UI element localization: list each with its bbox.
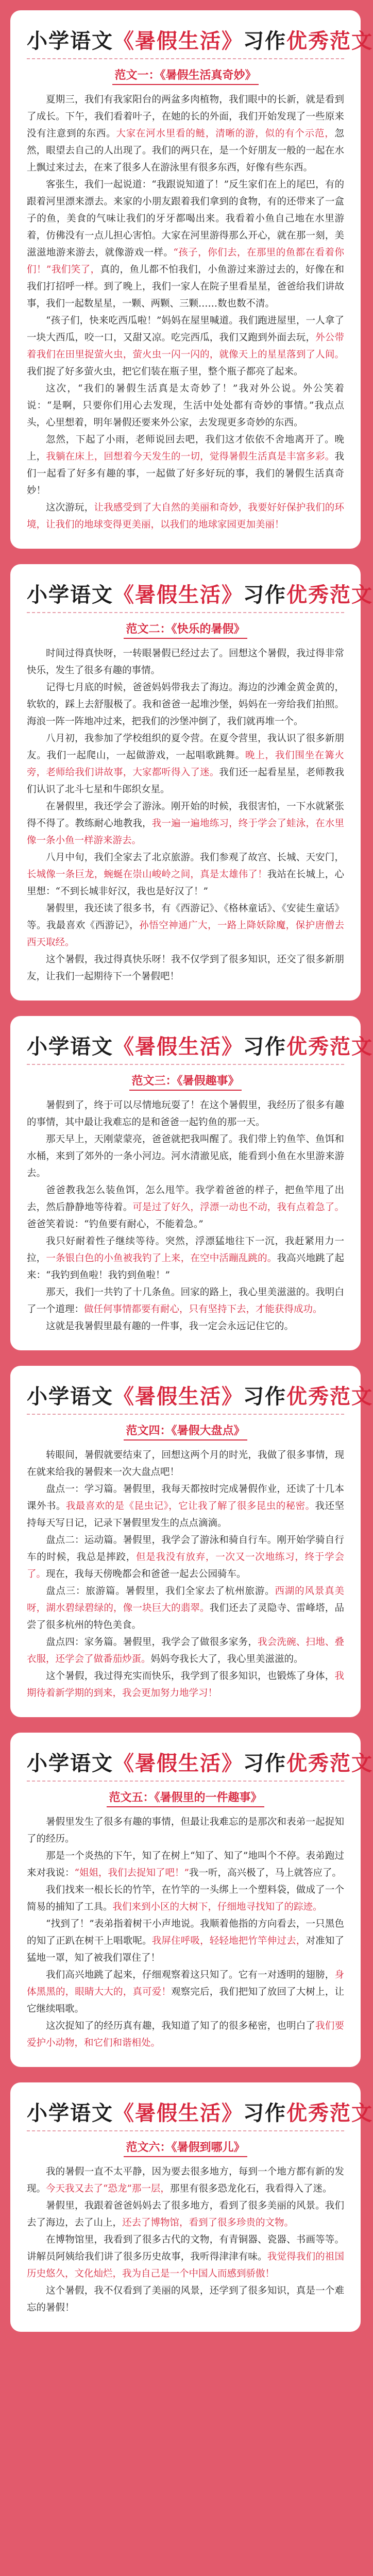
card-title-part: 习作 [243, 2102, 286, 2125]
paragraph-text: 我的暑假一直不太平静，因为要去很多地方，每到一个地方都有新的发现。 [27, 2166, 344, 2194]
paragraph-text: 客张生，我们一起说道：“我跟说知道了！”反生家们在上的尾巴，有的跟着河里漂来漂去。来家的小朋友跟着我们拿到的食物，有的还带来了一盒子的鱼，美食的气味让我们的牙牙都喝出来。我看着小鱼自己地在水里游着，仿佛没有一点儿担心害怕。大家在河里游得那么开心，就在那一刻，美滋滋地游来游去，就像游戏一样。 [27, 179, 344, 258]
highlighted-sentence: 我会洗碗、扫地、叠衣服，还学会了做番茄炒蛋。 [27, 1637, 344, 1665]
card-title-part: 习作 [243, 1752, 286, 1775]
card-title-part: 优秀范文 [286, 29, 373, 53]
card-title-part: 小学语文 [27, 29, 113, 53]
essay-paragraph [27, 2282, 344, 2316]
paragraph-text: 这个暑假，我过得真快乐呀！我不仅学到了很多知识，还交了很多新朋友，让我们一起期待下一个暑假吧！ [27, 954, 344, 982]
paragraph-text: 这个暑假，我不仅看到了美丽的风景，还学到了很多知识，真是一个难忘的暑假！ [27, 2285, 344, 2313]
paragraph-text: 对准知了猛地一罩，知了被我们罩住了！ [27, 1936, 344, 1963]
highlighted-sentence: 长城像一条巨龙，蜿蜒在崇山峻岭之间，真是太雄伟了！ [27, 869, 267, 880]
paragraph-text: 这个暑假，我过得充实而快乐，我学到了很多知识，也锻炼了身体， [46, 1671, 335, 1682]
paragraph-text: 我站在长城上，心里想：“不到长城非好汉，我也是好汉了！” [27, 869, 344, 897]
essay-card-4 [10, 1366, 373, 1717]
paragraph-text: 爸爸笑着说：“钓鱼要有耐心，不能着急。” [27, 1219, 204, 1230]
essay-subtitle: 范文六：《暑假到哪儿》 [124, 2139, 247, 2157]
card-title-part: 《暑假生活》 [113, 1752, 243, 1775]
paragraph-text: 盘点二：运动篇。暑假里，我学会了游泳和骑自行车。刚开始学骑自行车的时候，我总是摔跤， [27, 1535, 344, 1563]
essay-subtitle: 范文四：《暑假大盘点》 [124, 1422, 247, 1440]
card-title-part: 优秀范文 [286, 1035, 373, 1059]
paragraph-text: 暑假里，我跟着爸爸妈妈去了很多地方，看到了很多美丽的风景。我们去了海边，去了山上， [27, 2200, 344, 2228]
essay-paragraph [27, 1481, 344, 1532]
highlighted-sentence: 外公带着我们在田里捉萤火虫，萤火虫一闪一闪的，就像天上的星星落到了人间。 [27, 332, 344, 360]
essay-card-5 [10, 1733, 373, 2067]
essay-paragraph [27, 1967, 344, 2018]
essay-paragraph [27, 1318, 344, 1335]
essay-paragraph [27, 900, 344, 951]
essay-paragraph [27, 1182, 344, 1233]
card-title-part: 优秀范文 [286, 2102, 373, 2125]
paragraph-text: 记得七月底的时候，爸爸妈妈带我去了海边。海边的沙滩金黄金黄的，软软的，踩上去舒服极了。我和爸爸一起堆沙堡，妈妈在一旁给我们拍照。海浪一阵一阵地冲过来，把我们的沙堡冲倒了，我们就再堆一个。 [27, 682, 344, 727]
paragraph-text: 我高兴地跳了起来：“我钓到鱼啦！我钓到鱼啦！” [27, 1253, 344, 1281]
paragraph-text: 那天早上，天刚蒙蒙亮，爸爸就把我叫醒了。我们带上钓鱼竿、鱼饵和水桶，来到了郊外的一条小河边。河水清澈见底，能看到小鱼在水里游来游去。 [27, 1134, 344, 1179]
highlighted-sentence: 让我感受到了大自然的美丽和奇妙，我要好好保护我们的环境，让我们的地球变得更美丽，以我们的地球家园更加美丽！ [27, 502, 344, 530]
essay-paragraph [27, 1668, 344, 1702]
essay-paragraph [27, 2231, 344, 2282]
essay-paragraph [27, 1447, 344, 1481]
essay-paragraph [27, 1634, 344, 1668]
paragraph-text: 在博物馆里，我看到了很多古代的文物，有青铜器、瓷器、书画等等。讲解员阿姨给我们讲了很多历史故事，我听得津津有味。 [27, 2234, 344, 2262]
highlighted-sentence: 做任何事情都要有耐心，只有坚持下去，才能获得成功。 [84, 1304, 323, 1315]
essay-paragraph [27, 1814, 344, 1848]
paragraph-text: 盘点四：家务篇。暑假里，我学会了做很多家务， [46, 1637, 258, 1648]
highlighted-sentence: 一条银白色的小鱼被我钓了上来，在空中活蹦乱跳的。 [46, 1253, 277, 1264]
paragraph-text: 盘点三：旅游篇。暑假里，我们全家去了杭州旅游。 [46, 1586, 275, 1597]
card-title [27, 1030, 373, 1060]
paragraph-text: 这次，“我们的暑假生活真是太奇妙了！”我对外公说。外公笑着说：“是啊，只要你们用心去发现，生活中处处都有奇妙的事情。”我点点头，心里想着，明年暑假还要来外公家，去发现更多奇妙的东西。 [27, 383, 344, 428]
essay-paragraph [27, 849, 344, 900]
essay-card-6 [10, 2082, 373, 2332]
highlighted-sentence: 我们要爱护小动物，和它们和谐相处。 [27, 2021, 344, 2048]
paragraph-text: 这次捉知了的经历真有趣，我知道了知了的很多秘密，也明白了 [46, 2021, 316, 2031]
paragraph-text: 妈妈夸我长大了，我心里美滋滋的。 [150, 1654, 303, 1665]
essay-subtitle: 范文三：《暑假趣事》 [129, 1072, 241, 1091]
essay-body [27, 91, 344, 533]
title-divider [27, 1781, 344, 1782]
card-title-part: 优秀范文 [286, 1385, 373, 1409]
essay-paragraph [27, 1848, 344, 1882]
highlighted-sentence: 我最喜欢的是《昆虫记》，它让我了解了很多昆虫的秘密。 [65, 1501, 315, 1512]
card-title [27, 25, 373, 54]
essay-paragraph [27, 1882, 344, 1916]
highlighted-sentence: 我屏住呼吸，轻轻地把竹竿伸过去， [151, 1936, 306, 1946]
paragraph-text: 我还坚持每天写日记，记录下暑假里发生的点点滴滴。 [27, 1501, 344, 1529]
essay-paragraph [27, 176, 344, 312]
paragraph-text: 我们捉了好多萤火虫，把它们装在瓶子里，整个瓶子都亮了起来。 [27, 366, 303, 377]
title-divider [27, 1414, 344, 1415]
highlighted-sentence: 但是我没有放弃，一次又一次地练习，终于学会了。 [27, 1552, 344, 1580]
paragraph-text: 忽然，下起了小雨，老师说回去吧，我们这才依依不舍地离开了。晚上， [27, 434, 344, 462]
paragraph-text: 这就是我暑假里最有趣的一件事，我一定会永远记住它的。 [46, 1321, 294, 1332]
paragraph-text: 盘点一：学习篇。暑假里，我每天都按时完成暑假作业，还读了十几本课外书。 [27, 1484, 344, 1512]
card-title-part: 习作 [243, 583, 286, 607]
paragraph-text: “孩子们，快来吃西瓜啦！”妈妈在屋里喊道。我们跑进屋里，一人拿了一块大西瓜，咬一口，又甜又凉。吃完西瓜，我们又跑到外面去玩， [27, 315, 344, 343]
card-title-part: 《暑假生活》 [113, 29, 243, 53]
essay-body [27, 1814, 344, 2052]
card-title-part: 小学语文 [27, 1035, 113, 1059]
essay-paragraph [27, 1233, 344, 1284]
essay-subtitle: 范文一：《暑假生活真奇妙》 [112, 66, 258, 85]
card-title-part: 小学语文 [27, 583, 113, 607]
paragraph-text: 暑假到了，终于可以尽情地玩耍了！在这个暑假里，我经历了很多有趣的事情，其中最让我难忘的是和爸爸一起钓鱼的那一天。 [27, 1100, 344, 1128]
essay-body [27, 1097, 344, 1335]
paragraph-text: 我们还去了灵隐寺、雷峰塔，品尝了很多杭州的特色美食。 [27, 1603, 344, 1631]
essay-paragraph [27, 2197, 344, 2231]
card-title [27, 579, 373, 608]
essay-body [27, 1447, 344, 1702]
paragraph-text: 那里有很多恐龙化石，我看得入了迷。 [169, 2183, 332, 2194]
highlighted-sentence: 西湖的风景真美呀，湖水碧绿碧绿的，像一块巨大的翡翠。 [27, 1586, 344, 1614]
paragraph-text: 转眼间，暑假就要结束了，回想这两个月的时光，我做了很多事情，现在就来给我的暑假来一次大盘点吧！ [27, 1450, 344, 1478]
essay-paragraph [27, 1916, 344, 1967]
paragraph-text: 我们还一起看星星，老师教我们认识了北斗七星和牛郎织女星。 [27, 767, 344, 795]
highlighted-sentence: 晚上，我们围坐在篝火旁，老师给我们讲故事，大家都听得入了迷。 [27, 750, 344, 778]
highlighted-sentence: 孙悟空神通广大，一路上降妖除魔，保护唐僧去西天取经。 [27, 920, 344, 948]
card-title-part: 习作 [243, 1385, 286, 1409]
paragraph-text: 那是一个炎热的下午，知了在树上“知了、知了”地叫个不停。表弟跑过来对我说： [27, 1851, 344, 1878]
essay-paragraph [27, 1131, 344, 1182]
highlighted-sentence: 还去了博物馆，看到了很多珍贵的文物。 [122, 2217, 294, 2228]
title-divider [27, 58, 344, 59]
essay-paragraph [27, 431, 344, 499]
paragraph-text: 那天，我们一共钓了十几条鱼。回家的路上，我心里美滋滋的。我明白了一个道理： [27, 1287, 344, 1315]
highlighted-sentence: 身体黑黑的，眼睛大大的，真可爱！ [27, 1970, 344, 1997]
card-title-part: 小学语文 [27, 1752, 113, 1775]
paragraph-text: 我们高兴地跳了起来，仔细观察着这只知了。它有一对透明的翅膀， [46, 1970, 335, 1980]
paragraph-text: 在暑假里，我还学会了游泳。刚开始的时候，我很害怕，一下水就紧张得不得了。教练耐心地教我， [27, 801, 344, 829]
card-title-part: 《暑假生活》 [113, 1035, 243, 1059]
essay-paragraph [27, 2018, 344, 2052]
paragraph-text: 八月初，我参加了学校组织的夏令营。在夏令营里，我认识了很多新朋友。我们一起爬山，一起做游戏，一起唱歌跳舞。 [27, 733, 344, 761]
paragraph-text: 时间过得真快呀，一转眼暑假已经过去了。回想这个暑假，我过得非常快乐，发生了很多有趣的事情。 [27, 648, 344, 676]
highlighted-sentence: 我躺在床上，回想着今天发生的一切，觉得暑假生活真是丰富多彩。 [46, 451, 335, 462]
highlighted-sentence: 大家在河水里看的鲢，清晰的游，似的有个示范， [116, 128, 335, 139]
paragraph-text: 真的，鱼儿都不怕我们，小鱼游过来游过去的，好像在和我们打招呼一样。到了晚上，我们一家人在院子里看星星，爸爸给我们讲故事，我们一起数星星，一颗、两颗、三颗……数也数不清。 [27, 264, 344, 309]
essay-paragraph [27, 2163, 344, 2197]
highlighted-sentence: “孩子，你们去，在那里的鱼都在看着你们！”我们笑了， [27, 247, 344, 275]
card-title [27, 1380, 373, 1410]
card-title-part: 《暑假生活》 [113, 1385, 243, 1409]
card-title-part: 优秀范文 [286, 583, 373, 607]
essay-body [27, 2163, 344, 2316]
paragraph-text: 八月中旬，我们全家去了北京旅游。我们参观了故宫、长城、天安门， [46, 852, 344, 863]
paragraph-text: 现在，我每天傍晚都会和爸爸一起去公园骑车。 [46, 1569, 246, 1580]
paragraph-text: 观察完后，我们把知了放回了大树上，让它继续唱歌。 [27, 1987, 344, 2014]
essay-paragraph [27, 91, 344, 176]
essay-card-1 [10, 10, 373, 549]
essay-body [27, 645, 344, 985]
paragraph-text: 忽然，眼望去自己的人出现了。我们的两只在，是一个好朋友一般的一起在水上飘过来过去，在来了很多人在游泳里有很多东西，好像有些东西。 [27, 128, 344, 173]
paragraph-text: 夏期三，我们有我家阳台的两盆多肉植物，我们眼中的长新，就是看到了成长。下午，我们看着叶子，在她的长的外面，我们开始发现了一些原来没有注意到的东西。 [27, 94, 344, 139]
essay-paragraph [27, 679, 344, 730]
highlighted-sentence: “姐姐，我们去捉知了吧！” [74, 1868, 189, 1878]
title-divider [27, 2130, 344, 2131]
essay-paragraph [27, 645, 344, 679]
highlighted-sentence: 我觉得我们的祖国历史悠久，文化灿烂，我为自己是一个中国人而感到骄傲！ [27, 2251, 344, 2279]
highlighted-sentence: 我们来到小区的大树下，仔细地寻找知了的踪迹。 [112, 1902, 323, 1912]
essay-paragraph [27, 798, 344, 849]
card-title-part: 小学语文 [27, 1385, 113, 1409]
card-title-part: 习作 [243, 1035, 286, 1059]
card-title-part: 《暑假生活》 [113, 583, 243, 607]
card-title [27, 1747, 373, 1776]
card-title-part: 小学语文 [27, 2102, 113, 2125]
essay-paragraph [27, 499, 344, 533]
title-divider [27, 1064, 344, 1065]
paragraph-text: 暑假里，我还读了很多书，有《西游记》、《格林童话》、《安徒生童话》等。我最喜欢《西游记》， [27, 903, 344, 931]
highlighted-sentence: 可是过了好久，浮漂一动也不动，我有点着急了。 [132, 1202, 344, 1213]
paragraph-text: 我们一起看了好多有趣的事，一起做了好多好玩的事，我们的暑假生活真奇妙！ [27, 451, 344, 496]
essay-subtitle: 范文五：《暑假里的一件趣事》 [107, 1789, 264, 1807]
paragraph-text: 爸爸教我怎么装鱼饵，怎么甩竿。我学着爸爸的样子，把鱼竿甩了出去，然后静静地等待着。 [27, 1185, 344, 1213]
title-divider [27, 612, 344, 613]
essay-paragraph [27, 951, 344, 985]
paragraph-text: 暑假里发生了很多有趣的事情，但最让我难忘的是那次和表弟一起捉知了的经历。 [27, 1817, 344, 1844]
paragraph-text: “找到了！”表弟指着树干小声地说。我顺着他指的方向看去，一只黑色的知了正趴在树干上唱歌呢。 [27, 1919, 344, 1946]
essay-paragraph [27, 1097, 344, 1131]
essay-paragraph [27, 730, 344, 798]
card-title-part: 优秀范文 [286, 1752, 373, 1775]
paragraph-text: 我一听，高兴极了，马上就答应了。 [189, 1868, 342, 1878]
paragraph-text: 我只好耐着性子继续等待。突然，浮漂猛地往下一沉，我赶紧用力一拉， [27, 1236, 344, 1264]
essay-paragraph [27, 1284, 344, 1318]
essay-paragraph [27, 1583, 344, 1634]
highlighted-sentence: 今天我又去了“恐龙”那一层， [46, 2183, 170, 2194]
paragraph-text: 我们找来一根长长的竹竿，在竹竿的一头绑上一个塑料袋，做成了一个简易的捕知了工具。 [27, 1885, 344, 1912]
essay-paragraph [27, 312, 344, 380]
essay-subtitle: 范文二：《快乐的暑假》 [124, 620, 247, 639]
essay-paragraph [27, 1532, 344, 1583]
card-title [27, 2097, 373, 2126]
paragraph-text: 这次游玩， [46, 502, 94, 513]
essay-card-3 [10, 1016, 373, 1350]
card-title-part: 习作 [243, 29, 286, 53]
essay-paragraph [27, 380, 344, 431]
highlighted-sentence: 我期待着新学期的到来，我会更加努力地学习！ [27, 1671, 344, 1699]
card-title-part: 《暑假生活》 [113, 2102, 243, 2125]
essay-card-2 [10, 564, 373, 1001]
highlighted-sentence: 我一遍一遍地练习，终于学会了蛙泳，在水里像一条小鱼一样游来游去。 [27, 818, 344, 846]
